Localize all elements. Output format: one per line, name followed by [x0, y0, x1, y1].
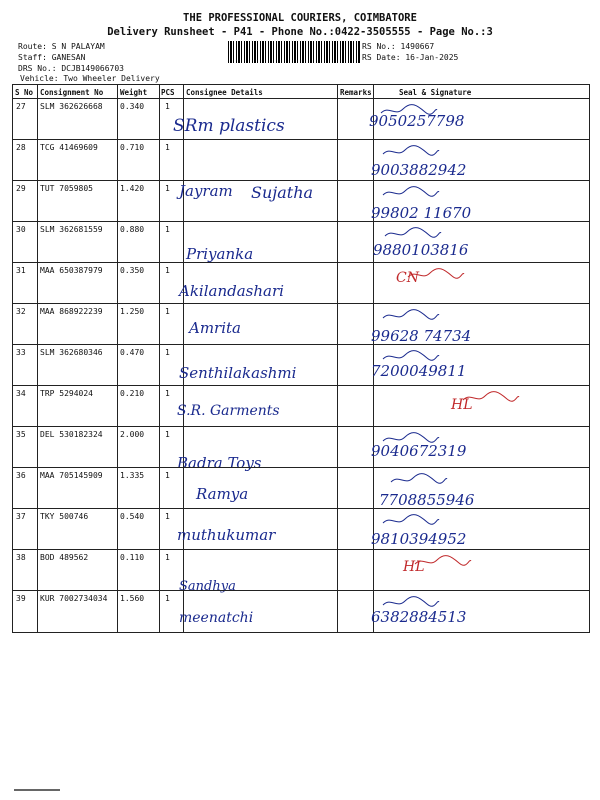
row-consignment-no: BOD 489562 — [40, 553, 89, 562]
signature-handwriting: HL — [403, 559, 425, 575]
col-header-sno: S No — [15, 88, 34, 97]
row-consignment-no: MAA 868922239 — [40, 307, 103, 316]
vehicle-label: Vehicle: Two Wheeler Delivery — [20, 74, 160, 83]
consignee-handwriting: meenatchi — [179, 610, 254, 626]
row-weight: 0.340 — [120, 102, 145, 111]
row-divider — [13, 467, 589, 468]
row-consignment-no: DEL 530182324 — [40, 430, 103, 439]
runsheet-table — [12, 84, 590, 633]
col-header-consignment: Consignment No — [40, 88, 104, 97]
signature-scribble — [381, 307, 441, 326]
signature-handwriting: HL — [451, 397, 473, 413]
signature-handwriting: 99802 11670 — [371, 204, 472, 222]
consignee-handwriting: Ramya — [196, 485, 249, 503]
row-pcs: 1 — [165, 184, 170, 193]
signature-handwriting: 9040672319 — [371, 442, 467, 460]
row-pcs: 1 — [165, 307, 170, 316]
signature-scribble — [383, 225, 443, 244]
row-sno: 39 — [16, 594, 26, 603]
row-pcs: 1 — [165, 143, 170, 152]
row-sno: 31 — [16, 266, 26, 275]
row-divider — [13, 426, 589, 427]
company-title: THE PROFESSIONAL COURIERS, COIMBATORE — [183, 12, 417, 24]
row-sno: 37 — [16, 512, 26, 521]
signature-handwriting: 9003882942 — [371, 161, 467, 179]
row-consignment-no: TCG 41469609 — [40, 143, 98, 152]
signature-scribble — [413, 553, 473, 572]
row-divider — [13, 549, 589, 550]
runsheet-subtitle: Delivery Runsheet - P41 - Phone No.:0422-3505555 - Page No.:3 — [107, 26, 493, 38]
consignee-handwriting: S.R. Garments — [177, 403, 280, 419]
row-pcs: 1 — [165, 266, 170, 275]
row-consignment-no: MAA 650387979 — [40, 266, 103, 275]
row-weight: 0.110 — [120, 553, 145, 562]
row-consignment-no: MAA 705145909 — [40, 471, 103, 480]
row-sno: 30 — [16, 225, 26, 234]
consignee-handwriting: Amrita — [189, 319, 241, 337]
row-consignment-no: SLM 362626668 — [40, 102, 103, 111]
signature-scribble — [381, 512, 441, 531]
row-divider — [13, 590, 589, 591]
row-pcs: 1 — [165, 471, 170, 480]
route-label: Route: S N PALAYAM — [18, 42, 105, 51]
row-consignment-no: KUR 7002734034 — [40, 594, 108, 603]
row-pcs: 1 — [165, 102, 170, 111]
signature-handwriting: 7200049811 — [371, 362, 467, 380]
col-header-signature: Seal & Signature — [399, 88, 472, 97]
rs-number: RS No.: 1490667 — [362, 42, 435, 51]
row-divider — [13, 180, 589, 181]
signature-scribble — [379, 102, 439, 121]
barcode-image — [228, 41, 360, 63]
row-weight: 0.880 — [120, 225, 145, 234]
col-header-remarks: Remarks — [340, 88, 372, 97]
row-weight: 0.470 — [120, 348, 145, 357]
row-weight: 2.000 — [120, 430, 145, 439]
row-sno: 38 — [16, 553, 26, 562]
signature-handwriting: 7708855946 — [379, 491, 475, 509]
row-sno: 28 — [16, 143, 26, 152]
signature-scribble — [381, 348, 441, 367]
row-divider — [13, 508, 589, 509]
row-pcs: 1 — [165, 553, 170, 562]
row-divider — [13, 303, 589, 304]
row-pcs: 1 — [165, 389, 170, 398]
signature-scribble — [406, 266, 466, 285]
row-divider — [13, 385, 589, 386]
row-pcs: 1 — [165, 512, 170, 521]
col-header-weight: Weight — [120, 88, 148, 97]
consignee-handwriting: muthukumar — [177, 526, 276, 544]
signature-scribble — [381, 143, 441, 162]
row-sno: 36 — [16, 471, 26, 480]
row-sno: 35 — [16, 430, 26, 439]
signature-scribble — [461, 389, 521, 408]
row-consignment-no: SLM 362681559 — [40, 225, 103, 234]
rs-date: RS Date: 16-Jan-2025 — [362, 53, 459, 62]
drs-number: DRS No.: DCJB149066703 — [18, 64, 124, 73]
row-pcs: 1 — [165, 348, 170, 357]
row-divider — [13, 139, 589, 140]
row-sno: 34 — [16, 389, 26, 398]
signature-handwriting: CN — [396, 270, 419, 286]
row-pcs: 1 — [165, 594, 170, 603]
row-divider — [13, 221, 589, 222]
row-weight: 0.540 — [120, 512, 145, 521]
consignee-handwriting: Sujatha — [251, 183, 314, 202]
row-weight: 0.710 — [120, 143, 145, 152]
row-sno: 27 — [16, 102, 26, 111]
consignee-handwriting: Akilandashari — [179, 282, 284, 300]
row-consignment-no: SLM 362680346 — [40, 348, 103, 357]
signature-handwriting: 9880103816 — [373, 241, 469, 259]
row-weight: 1.250 — [120, 307, 145, 316]
col-header-consignee: Consignee Details — [186, 88, 263, 97]
row-pcs: 1 — [165, 225, 170, 234]
consignee-handwriting: Jayram — [179, 182, 233, 200]
row-consignment-no: TKY 500746 — [40, 512, 89, 521]
signature-scribble — [381, 594, 441, 613]
signature-scribble — [389, 471, 449, 490]
signature-handwriting: 6382884513 — [371, 608, 467, 626]
signature-scribble — [381, 184, 441, 203]
consignee-handwriting: SRm plastics — [173, 116, 285, 136]
row-weight: 0.350 — [120, 266, 145, 275]
row-consignment-no: TUT 7059805 — [40, 184, 93, 193]
signature-handwriting: 9050257798 — [369, 112, 465, 130]
row-weight: 1.420 — [120, 184, 145, 193]
signature-scribble — [381, 430, 441, 449]
row-weight: 1.560 — [120, 594, 145, 603]
row-weight: 0.210 — [120, 389, 145, 398]
row-weight: 1.335 — [120, 471, 145, 480]
consignee-handwriting: Sandhya — [179, 579, 236, 594]
consignee-handwriting: Priyanka — [186, 245, 254, 263]
row-sno: 29 — [16, 184, 26, 193]
row-divider — [13, 262, 589, 263]
staff-label: Staff: GANESAN — [18, 53, 86, 62]
row-divider — [13, 344, 589, 345]
row-sno: 32 — [16, 307, 26, 316]
row-sno: 33 — [16, 348, 26, 357]
row-consignment-no: TRP 5294024 — [40, 389, 93, 398]
row-pcs: 1 — [165, 430, 170, 439]
signature-handwriting: 99628 74734 — [371, 327, 472, 345]
footer-mark — [14, 789, 60, 791]
signature-handwriting: 9810394952 — [371, 530, 467, 548]
col-header-pcs: PCS — [161, 88, 175, 97]
consignee-handwriting: Badra Toys — [177, 454, 262, 472]
consignee-handwriting: Senthilakashmi — [179, 364, 297, 382]
